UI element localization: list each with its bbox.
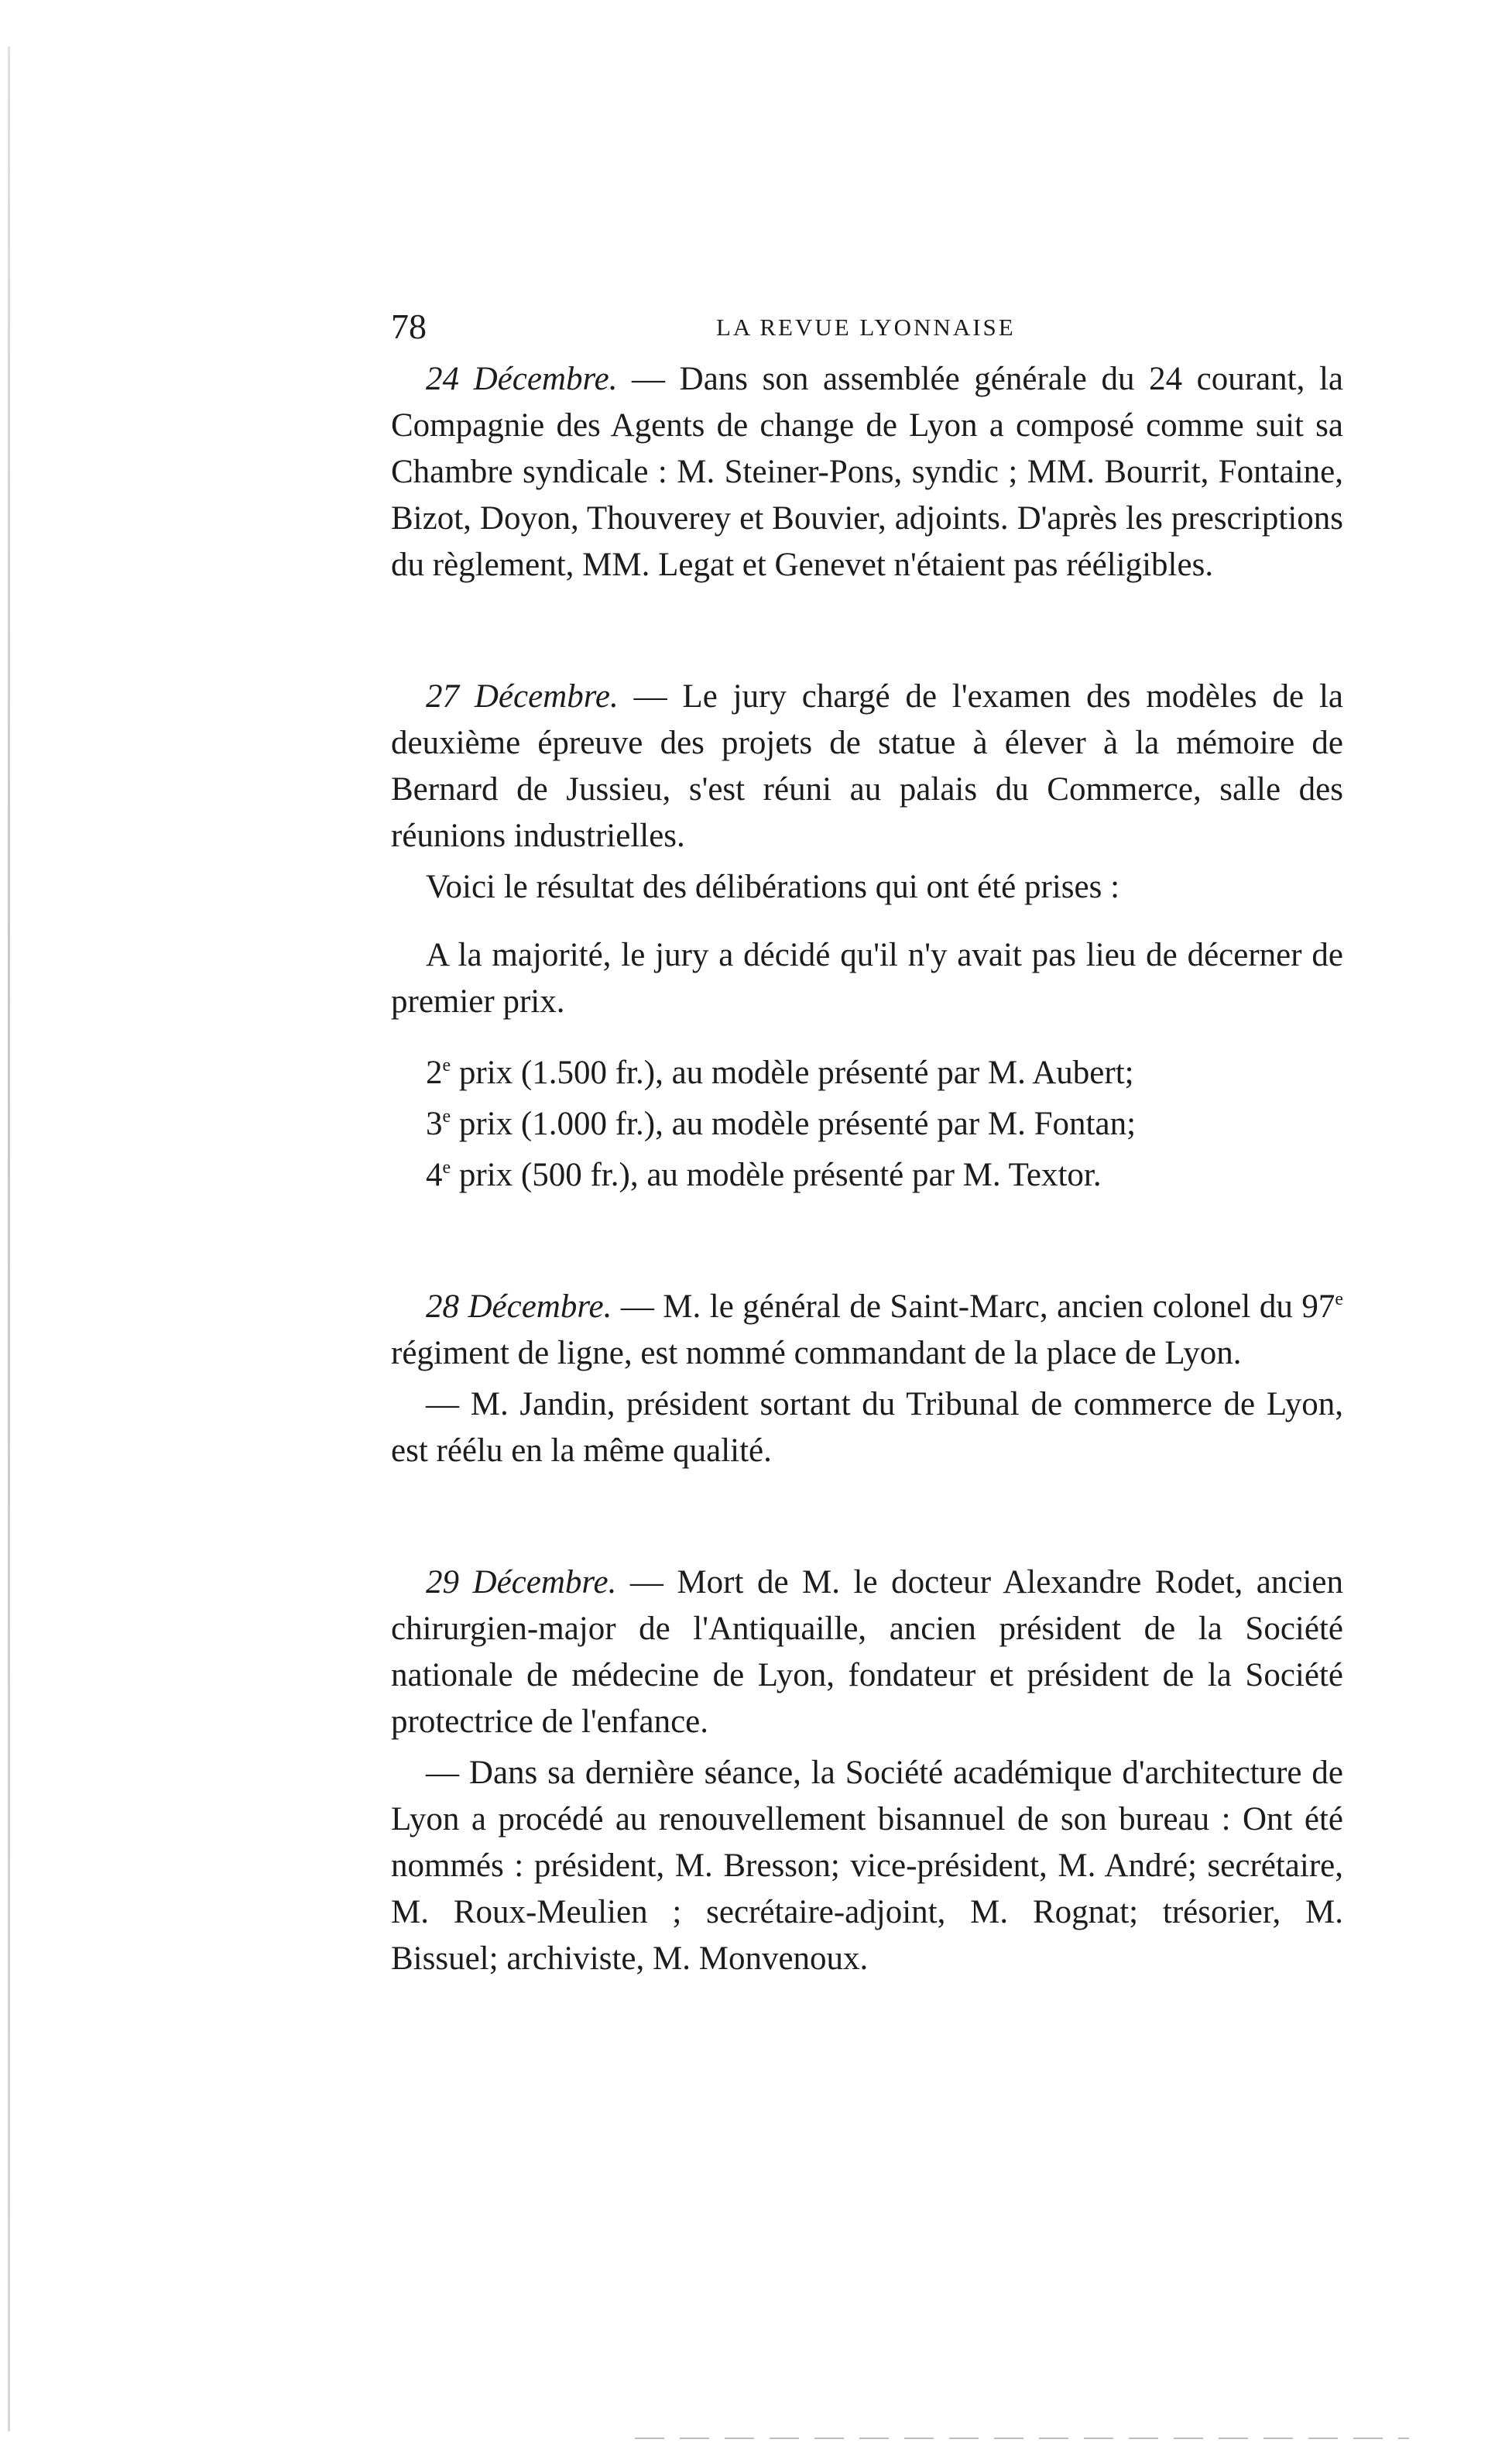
paragraph-text: — Dans sa dernière séance, la Société académique d'architecture de Lyon a procédé au renouvellement bisannuel de son bureau : Ont été nommés : président, M. Bresson; vice-président, M. André; secrétaire, M. Roux-Meulien ; secrétaire-adjoint, M. Rognat; trésorier, M. Bissuel; archiviste, M. Monvenoux. xyxy=(391,1755,1343,1977)
entry-date: 28 Décembre. xyxy=(426,1288,612,1325)
paragraph-text: — Mort de M. le docteur Alexandre Rodet, ancien chirurgien-major de l'Antiquaille, ancien président de la Société nationale de médecine de Lyon, fondateur et président de la Société protectrice de l'enfance. xyxy=(391,1564,1343,1740)
paragraph-text: Voici le résultat des délibérations qui ont été prises : xyxy=(426,869,1120,905)
prize-list xyxy=(391,1050,1343,1199)
paragraph-text: — M. le général de Saint-Marc, ancien colonel du xyxy=(612,1288,1302,1325)
entry-date: 29 Décembre. xyxy=(426,1564,617,1601)
entry-date: 27 Décembre. xyxy=(426,678,619,715)
paragraph xyxy=(391,864,1343,911)
paragraph xyxy=(391,932,1343,1025)
paragraph xyxy=(391,1381,1343,1474)
paragraph: 28 Décembre. — M. le général de Saint-Marc, ancien colonel du 97e régiment de ligne, est nommé commandant de la place de Lyon. xyxy=(391,1288,1343,1371)
entry-24-decembre xyxy=(391,356,1343,588)
paragraph-text: — M. Jandin, président sortant du Tribunal de commerce de Lyon, est réélu en la même qualité. xyxy=(391,1386,1343,1469)
paragraph-text: A la majorité, le jury a décidé qu'il n'y avait pas lieu de décerner de premier prix. xyxy=(391,937,1343,1020)
entry-28-decembre xyxy=(391,1284,1343,1474)
entry-date: 24 Décembre. xyxy=(426,361,618,397)
page-number: 78 xyxy=(391,307,427,346)
scan-bottom-rule xyxy=(635,2438,1409,2439)
paragraph xyxy=(391,1750,1343,1982)
entry-27-decembre xyxy=(391,674,1343,1199)
prize-item: 4e prix (500 fr.), au modèle présenté par M. Textor. xyxy=(426,1157,1102,1193)
paragraph xyxy=(391,356,1343,588)
paragraph-text: — Dans son assemblée générale du 24 courant, la Compagnie des Agents de change de Lyon a composé comme suit sa Chambre syndicale : M. Steiner-Pons, syndic ; MM. Bourrit, Fontaine, Bizot, Doyon, Thouverey et Bouvier, adjoints. D'après les prescriptions du règlement, MM. Legat et Genevet n'étaient pas rééligibles. xyxy=(391,361,1344,583)
prize-item: 2e prix (1.500 fr.), au modèle présenté par M. Aubert; xyxy=(426,1055,1134,1091)
paragraph-text: — Le jury chargé de l'examen des modèles de la deuxième épreuve des projets de statue à élever à la mémoire de Bernard de Jussieu, s'est réuni au palais du Commerce, salle des réunions industrielles. xyxy=(391,678,1343,854)
running-head xyxy=(391,304,1335,350)
entry-29-decembre xyxy=(391,1559,1343,1982)
paragraph xyxy=(391,674,1343,859)
prize-item: 3e prix (1.000 fr.), au modèle présenté par M. Fontan; xyxy=(426,1106,1137,1142)
paragraph xyxy=(391,1559,1343,1745)
header-title: LA REVUE LYONNAISE xyxy=(716,314,1016,341)
scan-left-edge xyxy=(8,46,10,2431)
body-text xyxy=(391,356,1343,1982)
